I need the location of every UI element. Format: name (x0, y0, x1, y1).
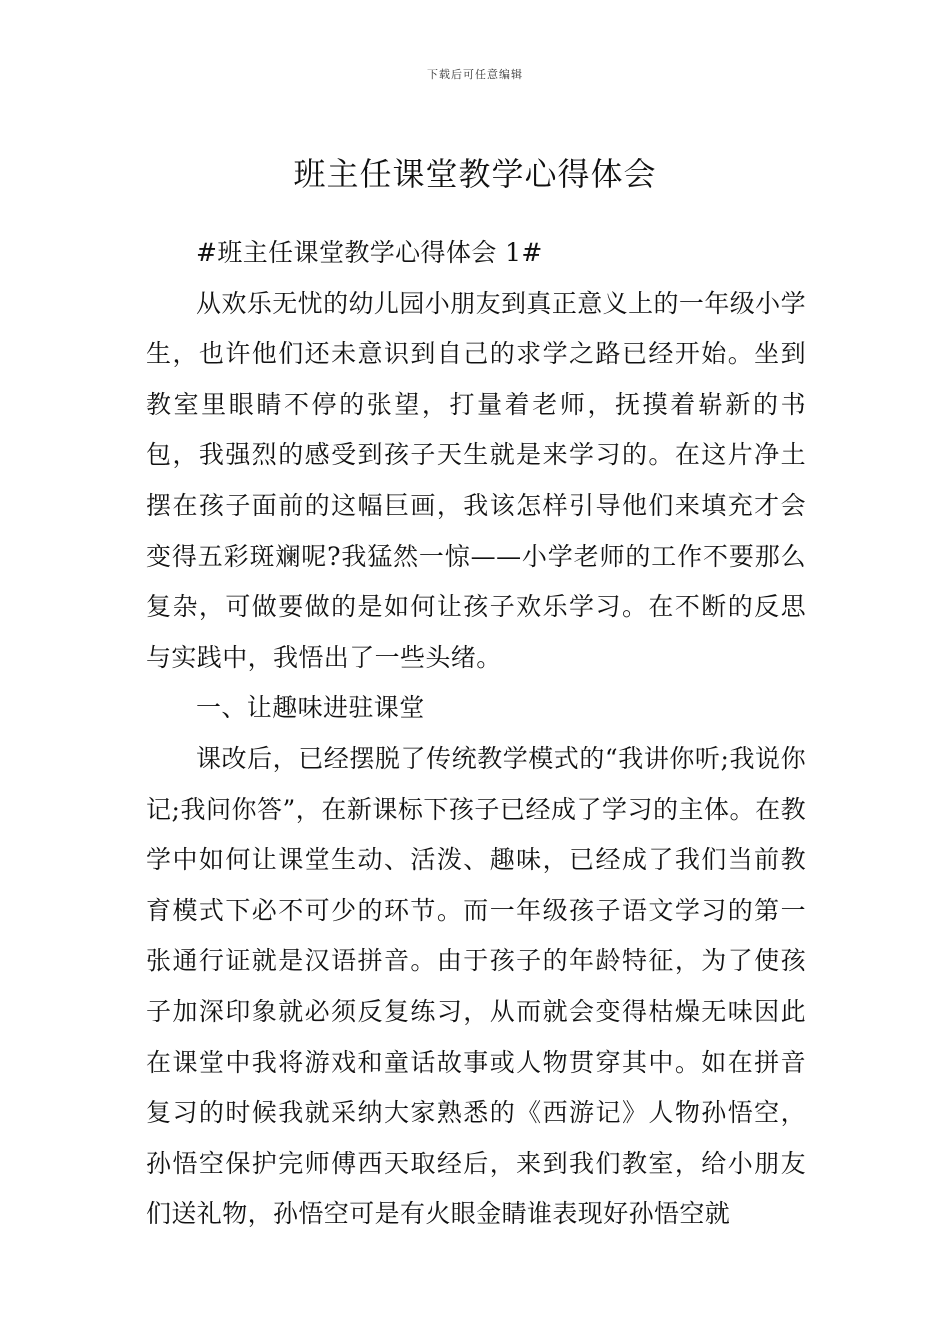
paragraph: 课改后，已经摆脱了传统教学模式的“我讲你听;我说你记;我问你答”，在新课标下孩子已经成了学习的主体。在教学中如何让课堂生动、活泼、趣味，已经成了我们当前教育模式下必不可少的环节。而一年级孩子语文学习的第一张通行证就是汉语拼音。由于孩子的年龄特征，为了使孩子加深印象就必须反复练习，从而就会变得枯燥无味因此在课堂中我将游戏和童话故事或人物贯穿其中。如在拼音复习的时候我就采纳大家熟悉的《西游记》人物孙悟空，孙悟空保护完师傅西天取经后，来到我们教室，给小朋友们送礼物，孙悟空可是有火眼金睛谁表现好孙悟空就 (146, 743, 806, 1229)
header-note: 下载后可任意编辑 (427, 68, 523, 81)
section-heading: 一、让趣味进驻课堂 (196, 693, 425, 723)
paragraph: 从欢乐无忧的幼儿园小朋友到真正意义上的一年级小学生，也许他们还未意识到自己的求学之路已经开始。坐到教室里眼睛不停的张望，打量着老师，抚摸着崭新的书包，我强烈的感受到孩子天生就是来学习的。在这片净土摆在孩子面前的这幅巨画，我该怎样引导他们来填充才会变得五彩斑斓呢?我猛然一惊——小学老师的工作不要那么复杂，可做要做的是如何让孩子欢乐学习。在不断的反思与实践中，我悟出了一些头绪。 (146, 288, 806, 672)
document-title: 班主任课堂教学心得体会 (293, 155, 657, 194)
section-heading: #班主任课堂教学心得体会 1# (196, 238, 543, 267)
document-body (146, 228, 806, 1240)
